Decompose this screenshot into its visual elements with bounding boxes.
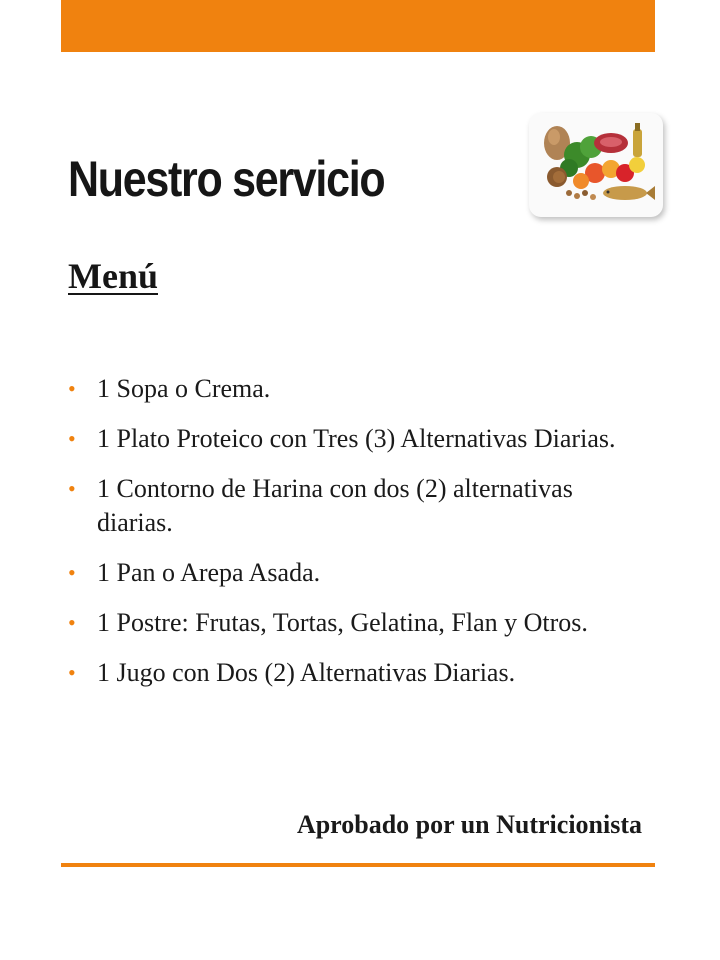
list-item: [68, 372, 648, 406]
list-item: [68, 556, 648, 590]
top-accent-bar: [61, 0, 655, 52]
list-item: [68, 472, 648, 540]
list-item-text: 1 Contorno de Harina con dos (2) alternativas diarias.: [97, 474, 573, 537]
bullet-icon: •: [68, 376, 76, 401]
list-item-text: 1 Plato Proteico con Tres (3) Alternativas Diarias.: [97, 424, 616, 453]
bullet-icon: •: [68, 610, 76, 635]
section-subtitle: Menú: [68, 256, 158, 296]
list-item-text: 1 Sopa o Crema.: [97, 374, 271, 403]
bottom-accent-rule: [61, 863, 655, 867]
approval-note: Aprobado por un Nutricionista: [296, 810, 642, 839]
slide-title: Nuestro servicio: [68, 151, 385, 207]
list-item-text: 1 Jugo con Dos (2) Alternativas Diarias.: [97, 658, 516, 687]
bullet-icon: •: [68, 660, 76, 685]
bullet-icon: •: [68, 426, 76, 451]
menu-list: [68, 372, 648, 706]
list-item: [68, 422, 648, 456]
bullet-icon: •: [68, 476, 76, 501]
food-photo-icon: [529, 113, 663, 217]
list-item-text: 1 Postre: Frutas, Tortas, Gelatina, Flan y Otros.: [97, 608, 588, 637]
list-item: [68, 656, 648, 690]
bullet-icon: •: [68, 560, 76, 585]
list-item: [68, 606, 648, 640]
list-item-text: 1 Pan o Arepa Asada.: [97, 558, 321, 587]
